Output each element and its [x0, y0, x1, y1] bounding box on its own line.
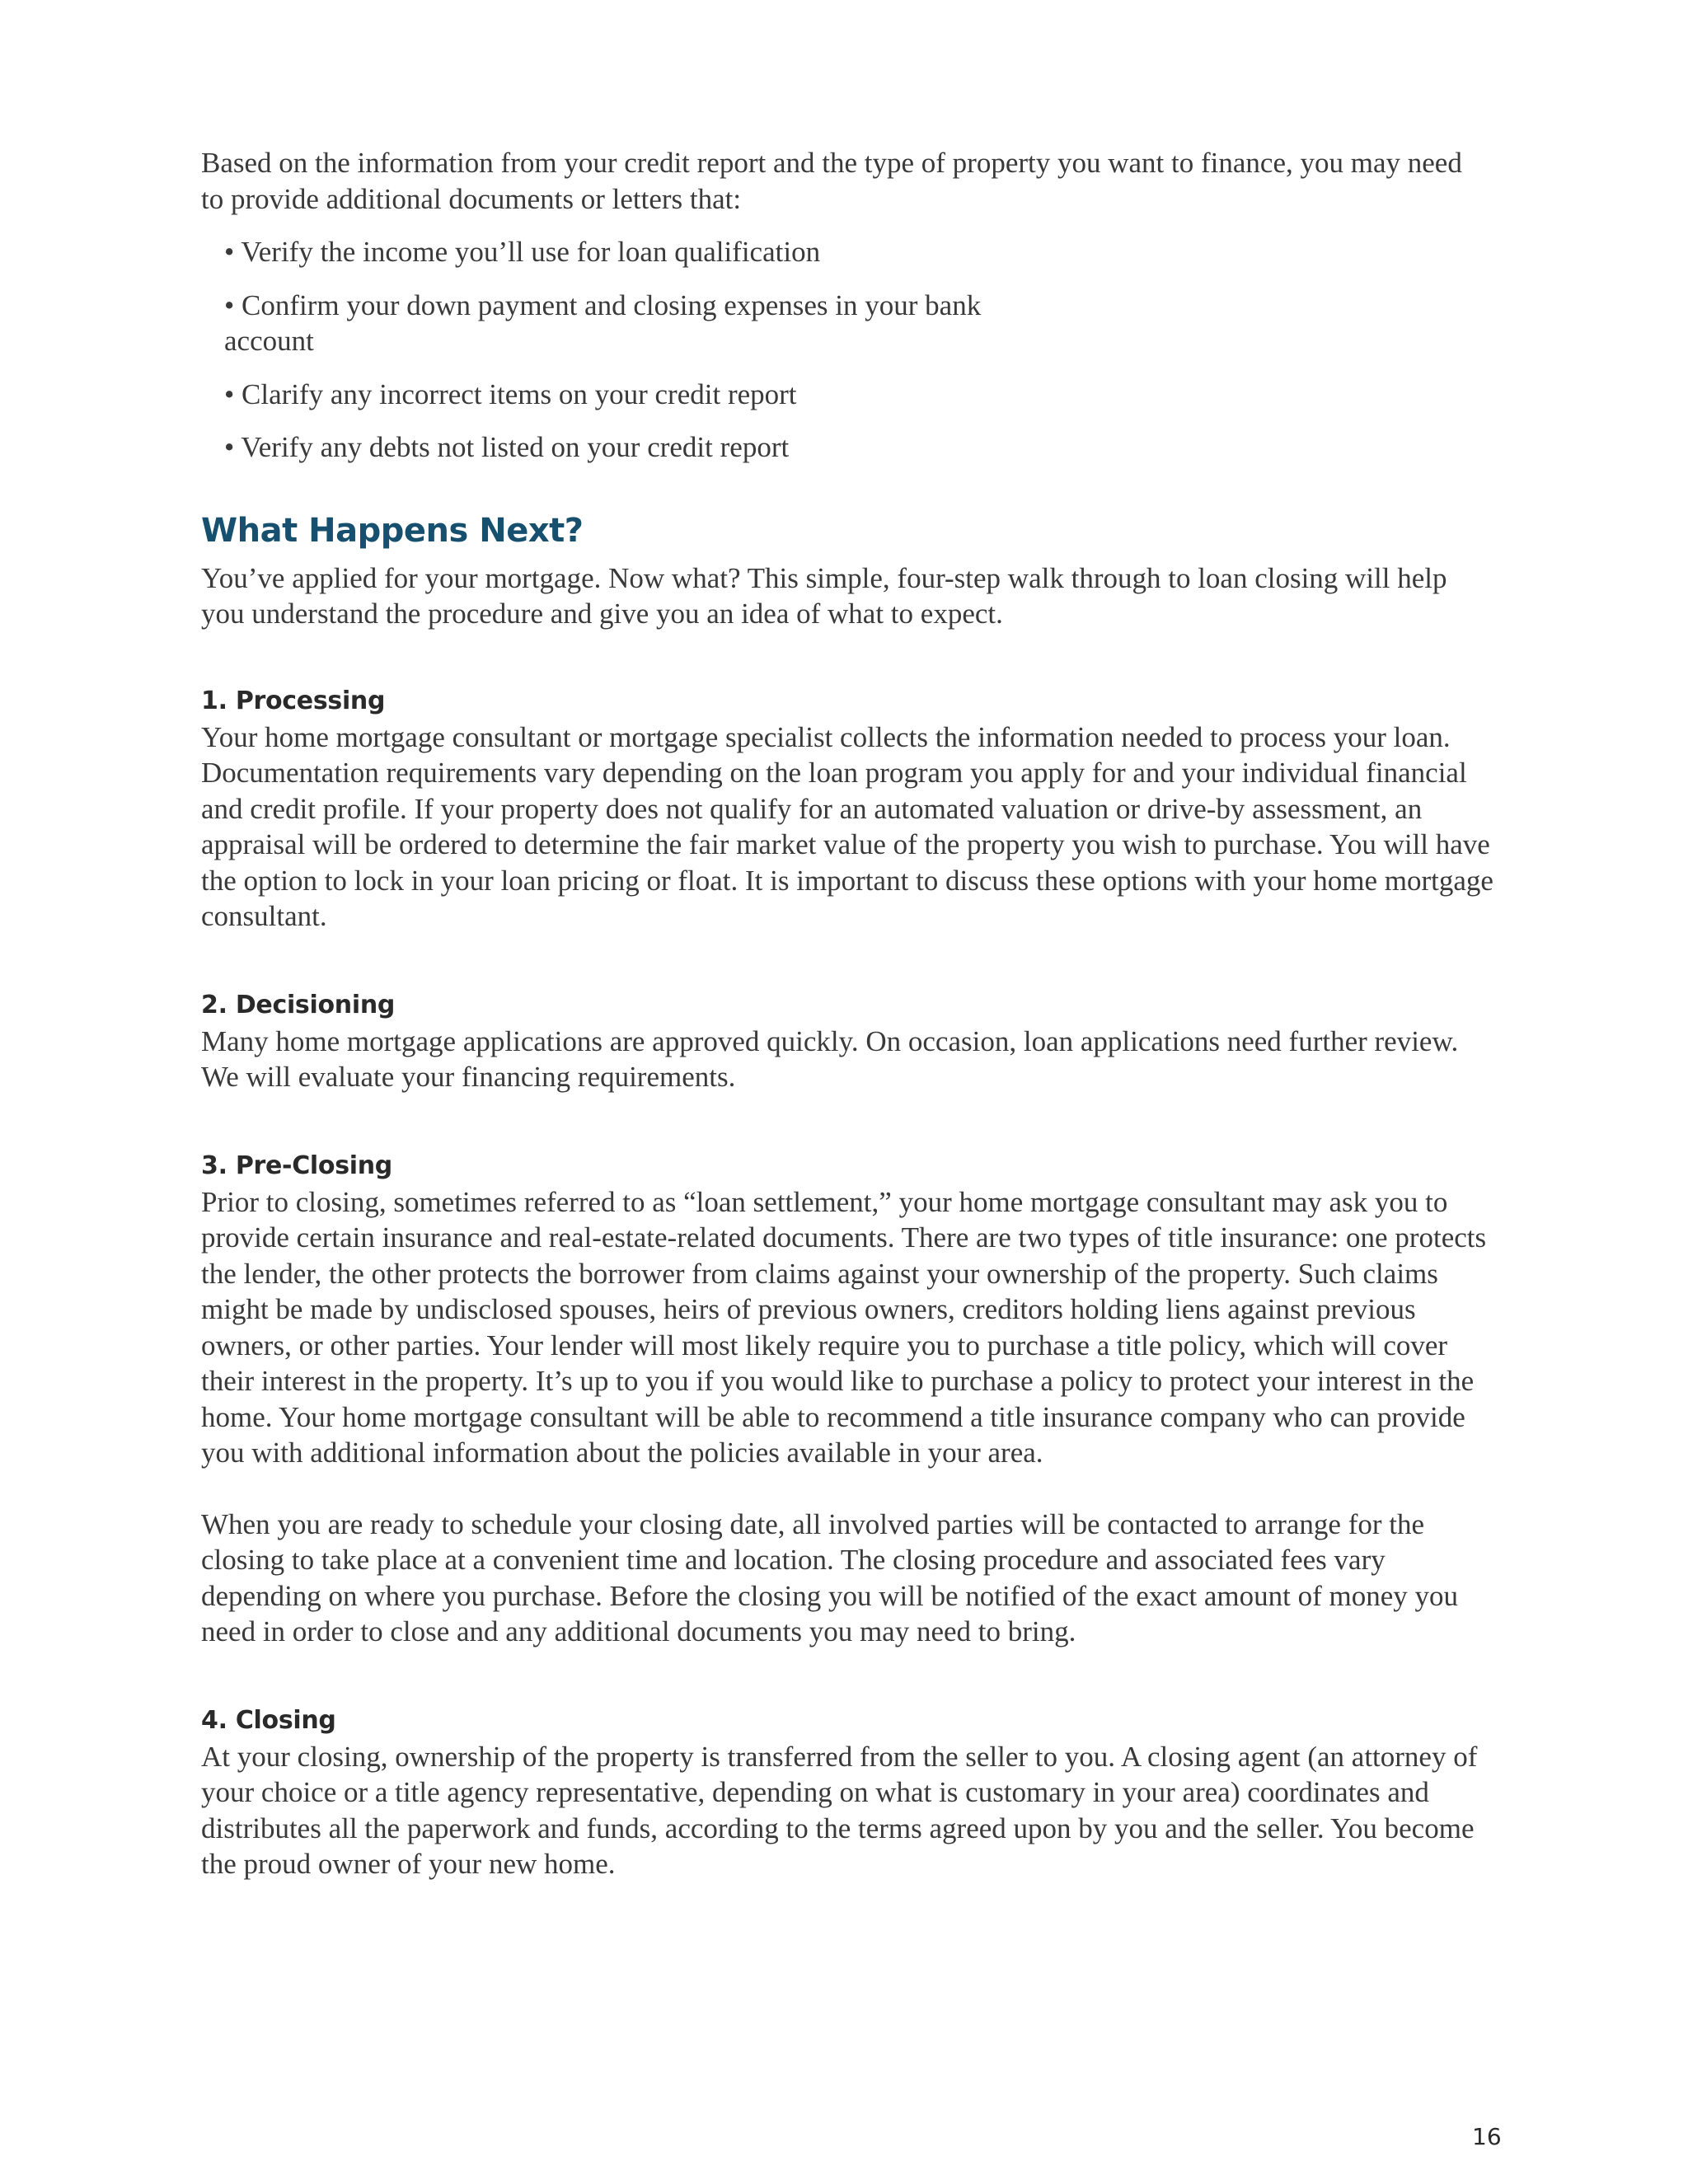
required-documents-list	[201, 234, 1495, 466]
step-paragraph-pre-closing-schedule: When you are ready to schedule your closing date, all involved parties will be contacted to arrange for the closing to take place at a convenient time and location. The closing procedure and associated fees vary depending on where you purchase. Before the closing you will be notified of the exact amount of money you need in order to close and any additional documents you may need to bring.	[201, 1507, 1458, 1647]
page-number: 16	[1472, 2123, 1502, 2150]
section-intro-paragraph: You’ve applied for your mortgage. Now what? This simple, four-step walk through to loan closing will help you understand the procedure and give you an idea of what to expect.	[201, 561, 1447, 630]
step-paragraph-decisioning: Many home mortgage applications are approved quickly. On occasion, loan applications need further review. We will evaluate your financing requirements.	[201, 1024, 1459, 1093]
document-page	[201, 145, 1495, 1882]
step-paragraph-pre-closing-insurance: Prior to closing, sometimes referred to as “loan settlement,” your home mortgage consultant may ask you to provide certain insurance and real-estate-related documents. There are two types of title insurance: one protects the lender, the other protects the borrower from claims against your ownership of the property. Such claims might be made by undisclosed spouses, heirs of previous owners, creditors holding liens against previous owners, or other parties. Your lender will most likely require you to purchase a title policy, which will cover their interest in the property. It’s up to you if you would like to purchase a policy to protect your interest in the home. Your home mortgage consultant will be able to recommend a title insurance company who can provide you with additional information about the policies available in your area.	[201, 1185, 1487, 1469]
step-heading-closing: 4. Closing	[201, 1705, 336, 1735]
section-heading: What Happens Next?	[201, 511, 584, 550]
list-item: • Clarify any incorrect items on your credit report	[224, 377, 797, 410]
list-item: • Verify the income you’ll use for loan qualification	[224, 236, 821, 268]
step-heading-pre-closing: 3. Pre-Closing	[201, 1151, 392, 1180]
intro-paragraph: Based on the information from your credit report and the type of property you want to finance, you may need to provide additional documents or letters that:	[201, 147, 1462, 215]
list-item: • Confirm your down payment and closing expenses in your bank account	[224, 288, 982, 357]
list-item: • Verify any debts not listed on your credit report	[224, 431, 790, 463]
step-paragraph-processing: Your home mortgage consultant or mortgage specialist collects the information needed to process your loan. Documentation requirements vary depending on the loan program you apply for and your individual financial and credit profile. If your property does not qualify for an automated valuation or drive-by assessment, an appraisal will be ordered to determine the fair market value of the property you wish to purchase. You will have the option to lock in your loan pricing or float. It is important to discuss these options with your home mortgage consultant.	[201, 720, 1493, 932]
step-paragraph-closing: At your closing, ownership of the property is transferred from the seller to you. A closing agent (an attorney of your choice or a title agency representative, depending on what is customary in your area) coordinates and distributes all the paperwork and funds, according to the terms agreed upon by you and the seller. You become the proud owner of your new home.	[201, 1740, 1478, 1880]
step-heading-processing: 1. Processing	[201, 686, 386, 715]
step-heading-decisioning: 2. Decisioning	[201, 990, 396, 1019]
